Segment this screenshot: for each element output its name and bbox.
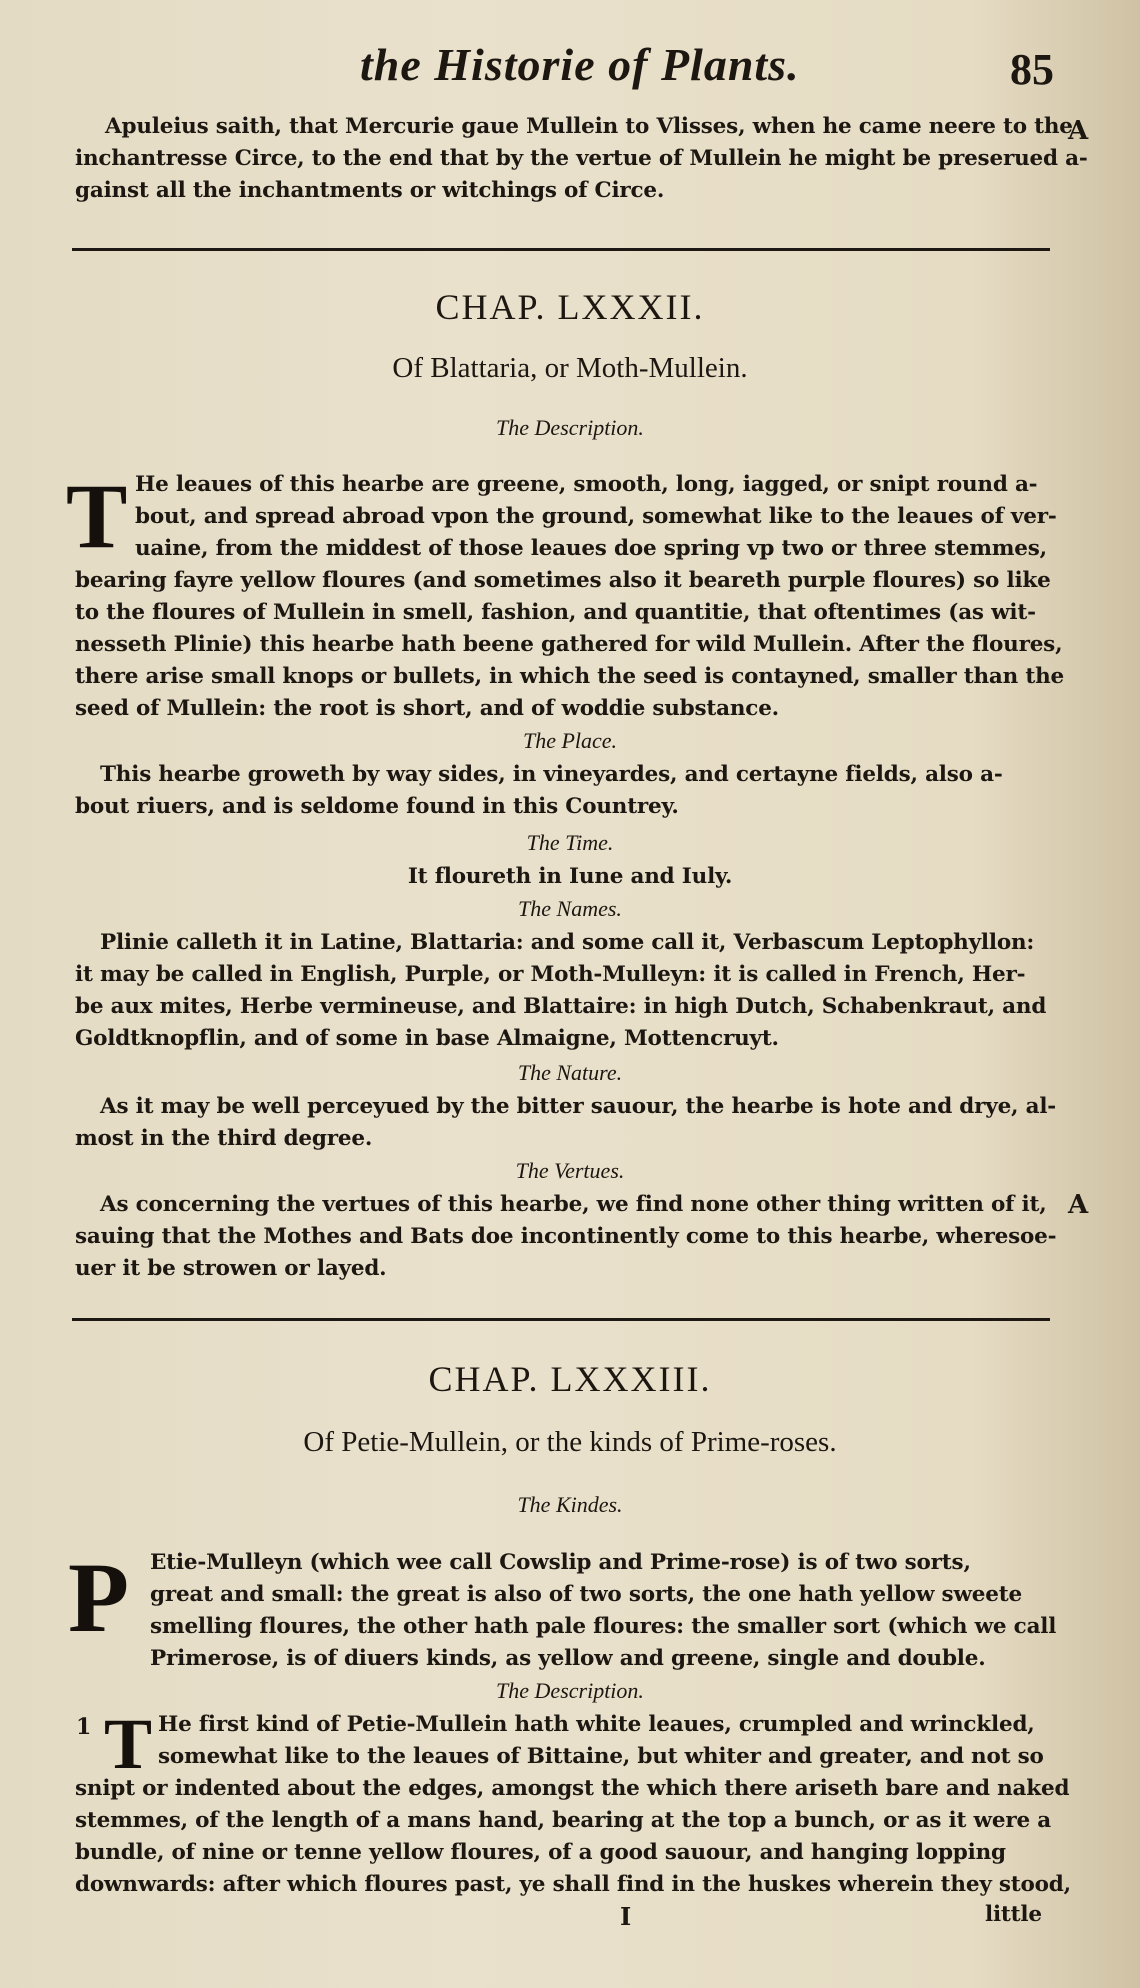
margin-letter: A: [1068, 116, 1089, 146]
text-line: This hearbe groweth by way sides, in vineyardes, and certayne fields, also a-: [100, 762, 1003, 787]
text-line: to the floures of Mullein in smell, fashion, and quantitie, that oftentimes (as wit-: [75, 600, 1036, 625]
section-heading-nature: The Nature.: [517, 1060, 623, 1085]
text-line: somewhat like to the leaues of Bittaine, but whiter and greater, and not so: [158, 1744, 1044, 1769]
signature-mark: I: [620, 1902, 632, 1931]
text-line: bearing fayre yellow floures (and sometimes also it beareth purple floures) so like: [75, 568, 1051, 593]
text-line: uaine, from the middest of those leaues doe spring vp two or three stemmes,: [135, 536, 1047, 561]
text-line: uer it be strowen or layed.: [75, 1256, 387, 1281]
margin-number: 1: [76, 1714, 92, 1740]
text-line: snipt or indented about the edges, amongst the which there ariseth bare and naked: [75, 1776, 1070, 1801]
running-header-title: the Historie of Plants.: [360, 39, 800, 90]
text-line: there arise small knops or bullets, in which the seed is contayned, smaller than the: [75, 664, 1065, 689]
text-line: great and small: the great is also of two sorts, the one hath yellow sweete: [150, 1582, 1022, 1607]
section-heading-time: The Time.: [526, 830, 614, 855]
drop-cap: T: [66, 465, 128, 567]
text-line: bundle, of nine or tenne yellow floures, of a good sauour, and hanging lopping: [75, 1840, 1006, 1865]
text-line: be aux mites, Herbe vermineuse, and Blattaire: in high Dutch, Schabenkraut, and: [75, 994, 1047, 1019]
text-line: most in the third degree.: [75, 1126, 373, 1151]
text-line: smelling floures, the other hath pale floures: the smaller sort (which we call: [150, 1614, 1057, 1639]
section-heading-description: The Description.: [496, 1678, 644, 1703]
text-line: Primerose, is of diuers kinds, as yellow and greene, single and double.: [150, 1646, 986, 1671]
text-line: Plinie calleth it in Latine, Blattaria: and some call it, Verbascum Leptophyllon:: [100, 930, 1035, 955]
text-line: inchantresse Circe, to the end that by the vertue of Mullein he might be preserued a-: [75, 146, 1088, 171]
text-line: bout riuers, and is seldome found in this Countrey.: [75, 794, 679, 819]
text-line: Goldtknopflin, and of some in base Almaigne, Mottencruyt.: [75, 1026, 779, 1051]
page-number: 85: [1010, 45, 1054, 94]
text-line: it may be called in English, Purple, or Moth-Mulleyn: it is called in French, Her-: [75, 962, 1026, 987]
section-heading-vertues: The Vertues.: [515, 1158, 625, 1183]
text-line: downwards: after which floures past, ye shall find in the huskes wherein they stood,: [75, 1872, 1071, 1897]
drop-cap: P: [68, 1542, 130, 1653]
margin-letter: A: [1068, 1190, 1089, 1220]
text-line: seed of Mullein: the root is short, and of woddie substance.: [75, 696, 779, 721]
chapter-title: Of Blattaria, or Moth-Mullein.: [392, 352, 748, 384]
section-heading-place: The Place.: [522, 728, 618, 753]
section-heading-description: The Description.: [496, 415, 644, 440]
catchword: little: [985, 1902, 1042, 1927]
chapter-heading: CHAP. LXXXII.: [435, 287, 705, 327]
chapter-heading: CHAP. LXXXIII.: [428, 1359, 712, 1399]
section-rule: [72, 1318, 1050, 1321]
drop-cap: T: [104, 1704, 153, 1784]
text-line: nesseth Plinie) this hearbe hath beene gathered for wild Mullein. After the floures,: [75, 632, 1063, 657]
text-line: sauing that the Mothes and Bats doe incontinently come to this hearbe, wheresoe-: [75, 1224, 1057, 1249]
section-heading-kindes: The Kindes.: [517, 1492, 623, 1517]
section-rule: [72, 248, 1050, 251]
text-line: stemmes, of the length of a mans hand, bearing at the top a bunch, or as it were a: [75, 1808, 1051, 1833]
time-text: It floureth in Iune and Iuly.: [407, 864, 733, 889]
text-line: Apuleius saith, that Mercurie gaue Mullein to Vlisses, when he came neere to the: [105, 114, 1073, 139]
text-line: As it may be well perceyued by the bitter sauour, the hearbe is hote and drye, al-: [100, 1094, 1057, 1119]
text-line: bout, and spread abroad vpon the ground, somewhat like to the leaues of ver-: [135, 504, 1057, 529]
text-line: As concerning the vertues of this hearbe, we find none other thing written of it,: [100, 1192, 1047, 1217]
text-line: He first kind of Petie-Mullein hath white leaues, crumpled and wrinckled,: [158, 1712, 1035, 1737]
section-heading-names: The Names.: [518, 896, 622, 921]
text-line: gainst all the inchantments or witchings of Circe.: [75, 178, 665, 203]
text-line: Etie-Mulleyn (which wee call Cowslip and Prime-rose) is of two sorts,: [150, 1550, 971, 1575]
chapter-title: Of Petie-Mullein, or the kinds of Prime-roses.: [303, 1426, 837, 1458]
text-line: He leaues of this hearbe are greene, smooth, long, iagged, or snipt round a-: [135, 472, 1038, 497]
